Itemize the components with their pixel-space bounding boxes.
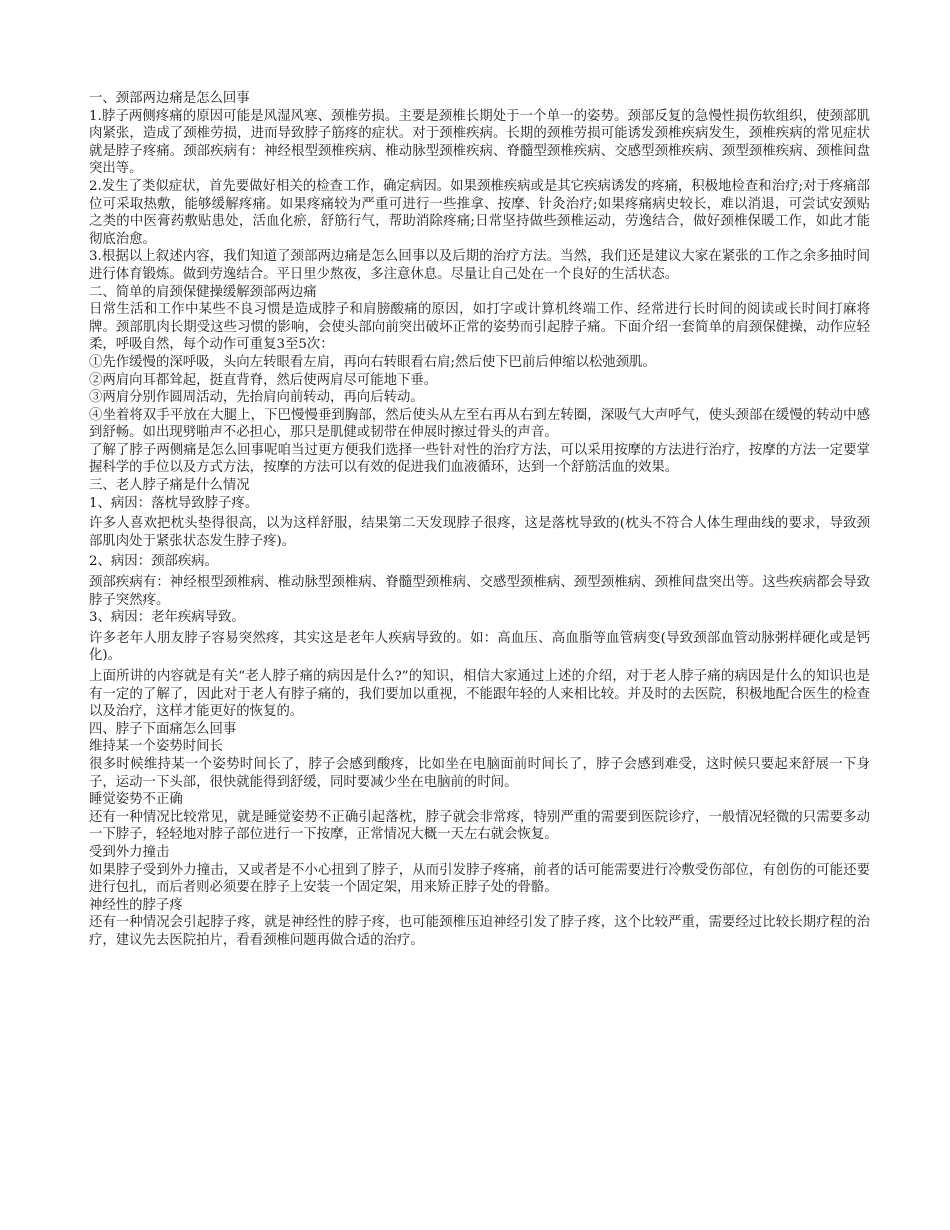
section-heading: 四、脖子下面痛怎么回事 <box>89 721 237 737</box>
paragraph: 颈部疾病有：神经根型颈椎病、椎动脉型颈椎病、脊髓型颈椎病、交感型颈椎病、颈型颈椎病、颈椎间盘突出等。这些疾病都会导致脖子突然疼。 <box>89 575 870 608</box>
list-item: ②两肩向耳都耸起，挺直背脊，然后使两肩尽可能地下垂。 <box>89 372 438 388</box>
paragraph: 日常生活和工作中某些不良习惯是造成脖子和肩膀酸痛的原因，如打字或计算机终端工作、经常进行长时间的阅读或长时间打麻将牌。颈部肌肉长期受这些习惯的影响，会使头部向前突出破坏正常的姿势而引起脖子痛。下面介绍一套简单的肩颈保健操，动作应轻柔，呼吸自然，每个动作可重复3至5次： <box>89 302 870 353</box>
subheading: 1、病因：落枕导致脖子疼。 <box>89 495 259 511</box>
list-item: ①先作缓慢的深呼吸，头向左转眼看左肩，再向右转眼看右肩;然后使下巴前后伸缩以松弛颈肌。 <box>89 354 656 370</box>
subheading: 2、病因：颈部疾病。 <box>89 554 219 570</box>
paragraph: 1.脖子两侧疼痛的原因可能是风湿风寒、颈椎劳损。主要是颈椎长期处于一个单一的姿势。颈部反复的急慢性损伤软组织，使颈部肌肉紧张，造成了颈椎劳损，进而导致脖子筋疼的症状。对于颈椎疾病。长期的颈椎劳损可能诱发颈椎疾病发生，颈椎疾病的常见症状就是脖子疼痛。颈部疾病有：神经根型颈椎疾病、椎动脉型颈椎疾病、脊髓型颈椎疾病、交感型颈椎疾病、颈型颈椎疾病、颈椎间盘突出等。 <box>89 108 870 177</box>
paragraph: 很多时候维持某一个姿势时间长了，脖子会感到酸疼，比如坐在电脑面前时间长了，脖子会感到难受，这时候只要起来舒展一下身子，运动一下头部，很快就能得到舒缓，同时要减少坐在电脑前的时间。 <box>89 756 870 790</box>
paragraph: 了解了脖子两侧痛是怎么回事呢咱当过更方便我们选择一些针对性的治疗方法，可以采用按摩的方法进行治疗，按摩的方法一定要掌握科学的手位以及方式方法，按摩的方法可以有效的促进我们血液循环，达到一个舒筋活血的效果。 <box>89 442 870 476</box>
paragraph: 还有一种情况比较常见，就是睡觉姿势不正确引起落枕，脖子就会非常疼，特别严重的需要到医院诊疗，一般情况轻微的只需要多动一下脖子，轻轻地对脖子部位进行一下按摩，正常情况大概一天左右就会恢复。 <box>89 809 870 843</box>
section-3 <box>89 477 870 721</box>
paragraph: 上面所讲的内容就是有关“老人脖子痛的病因是什么?”的知识，相信大家通过上述的介绍，对于老人脖子痛的病因是什么的知识也是有一定的了解了，因此对于老人有脖子痛的，我们要加以重视，不能跟年轻的人来相比较。并及时的去医院，积极地配合医生的检查以及治疗，这样才能更好的恢复的。 <box>89 669 870 720</box>
subheading: 3、病因：老年疾病导致。 <box>89 610 245 626</box>
paragraph: 许多人喜欢把枕头垫得很高，以为这样舒服，结果第二天发现脖子很疼，这是落枕导致的(枕头不符合人体生理曲线的要求，导致颈部肌肉处于紧张状态发生脖子疼)。 <box>89 516 870 549</box>
section-2 <box>89 284 870 478</box>
section-1 <box>89 90 870 284</box>
paragraph: 许多老年人朋友脖子容易突然疼，其实这是老年人疾病导致的。如：高血压、高血脂等血管病变(导致颈部血管动脉粥样硬化或是钙化)。 <box>89 630 870 664</box>
list-item: ④坐着将双手平放在大腿上，下巴慢慢垂到胸部，然后使头从左至右再从右到左转圈，深吸气大声呼气，使头颈部在缓慢的转动中感到舒畅。如出现劈啪声不必担心，那只是肌健或韧带在伸展时擦过骨头的声音。 <box>89 407 870 441</box>
section-4 <box>89 721 870 950</box>
paragraph: 2.发生了类似症状，首先要做好相关的检查工作，确定病因。如果颈椎疾病或是其它疾病诱发的疼痛，积极地检查和治疗;对于疼痛部位可采取热敷，能够缓解疼痛。如果疼痛较为严重可进行一些推拿、按摩、针灸治疗;如果疼痛病史较长，难以消退，可尝试安颈贴之类的中医膏药敷贴患处，活血化瘀，舒筋行气，帮助消除疼痛;日常坚持做些颈椎运动，劳逸结合，做好颈椎保暖工作，如此才能彻底治愈。 <box>89 178 870 247</box>
section-heading: 一、颈部两边痛是怎么回事 <box>89 91 250 106</box>
list-item: ③两肩分别作圆周活动，先抬肩向前转动，再向后转动。 <box>89 390 424 406</box>
paragraph: 3.根据以上叙述内容，我们知道了颈部两边痛是怎么回事以及后期的治疗方法。当然，我们还是建议大家在紧张的工作之余多抽时间进行体育锻炼。做到劳逸结合。平日里少熬夜，多注意休息。尽量让自己处在一个良好的生活状态。 <box>89 249 870 282</box>
subheading: 维持某一个姿势时间长 <box>89 739 223 755</box>
paragraph: 还有一种情况会引起脖子疼，就是神经性的脖子疼，也可能颈椎压迫神经引发了脖子疼，这个比较严重，需要经过比较长期疗程的治疗，建议先去医院拍片，看看颈椎问题再做合适的治疗。 <box>89 915 870 948</box>
subheading: 受到外力撞击 <box>89 844 170 860</box>
section-heading: 三、老人脖子痛是什么情况 <box>89 478 250 494</box>
paragraph: 如果脖子受到外力撞击，又或者是不小心扭到了脖子，从而引发脖子疼痛，前者的话可能需要进行冷敷受伤部位，有创伤的可能还要进行包扎，而后者则必须要在脖子上安装一个固定架，用来矫正脖子处的骨骼。 <box>89 862 870 896</box>
subheading: 神经性的脖子疼 <box>89 897 183 913</box>
subheading: 睡觉姿势不正确 <box>89 792 183 808</box>
section-heading: 二、简单的肩颈保健操缓解颈部两边痛 <box>89 284 317 300</box>
